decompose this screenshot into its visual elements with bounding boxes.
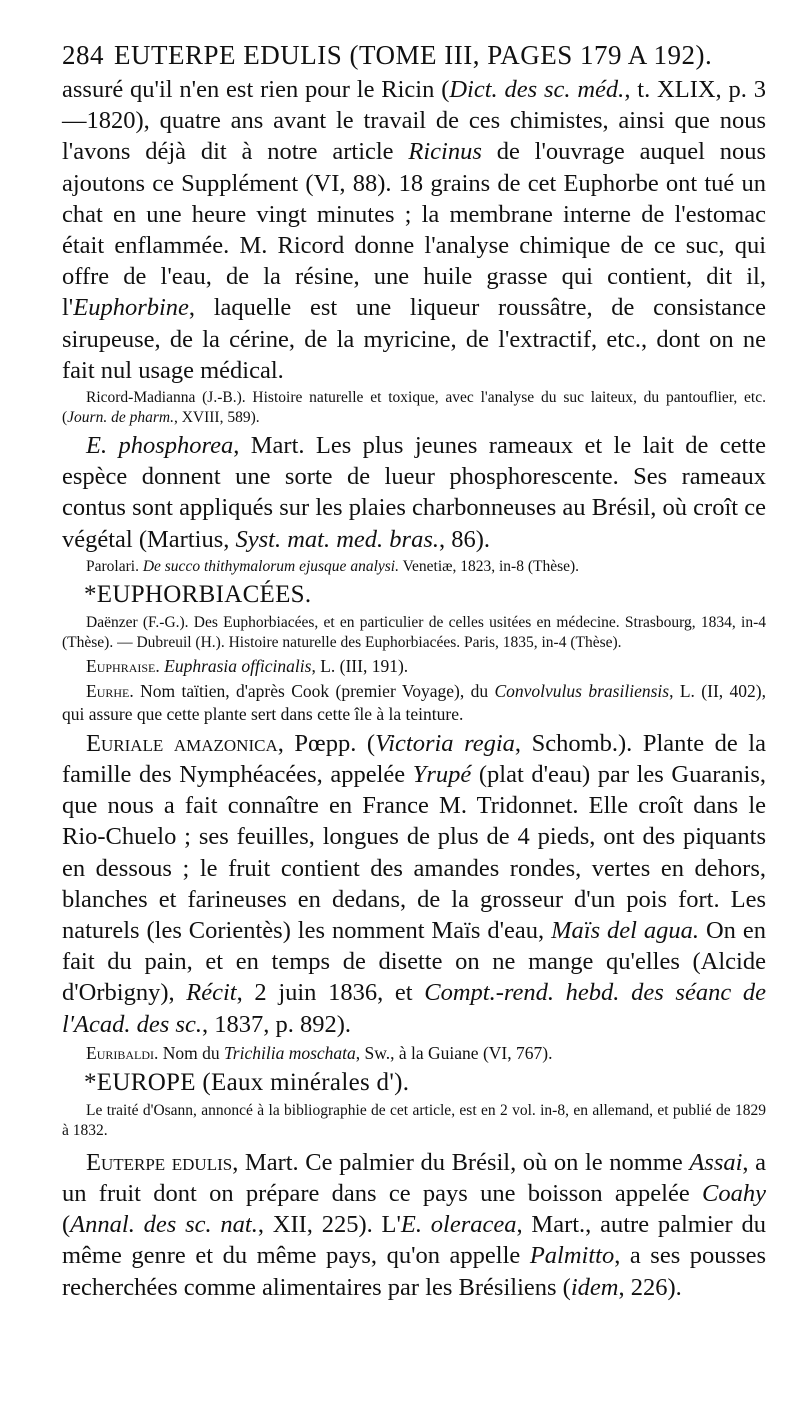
- text-run-italic: Annal. des sc. nat.: [70, 1211, 258, 1239]
- reference-ricord: [62, 388, 766, 428]
- text-run: assuré qu'il n'en est rien pour le Ricin (: [62, 76, 450, 103]
- section-heading-euphorbiacees: *EUPHORBIACÉES.: [84, 580, 312, 608]
- paragraph-phosphorea: [62, 430, 766, 555]
- text-run: , a ses pousses recherchées comme alimentaires par les Brésiliens (: [62, 1242, 767, 1301]
- text-run: , L. (III, 191).: [311, 655, 409, 676]
- text-run: , L. (II, 402), qui assure que cette plante sert dans cette île à la teinture.: [62, 680, 766, 724]
- text-run-italic: Syst. mat. med. bras.: [235, 525, 439, 553]
- text-run: , a un fruit dont on prépare dans ce pays une boisson appelée: [62, 1148, 766, 1208]
- entry-euriale: [62, 728, 766, 1040]
- text-run-italic: Euphrasia officinalis: [164, 655, 312, 676]
- entry-euribaldi: [62, 1042, 766, 1065]
- entry-euterpe: [62, 1147, 766, 1303]
- text-run: , Schomb.). Plante de la famille des Nymphéacées, appelée: [62, 729, 766, 789]
- entry-euphraise: [62, 655, 766, 678]
- text-run-italic: Récit: [186, 979, 237, 1007]
- entry-headword: Euribaldi.: [86, 1042, 159, 1063]
- text-run: , 1837, p. 892).: [201, 1010, 352, 1038]
- text-run: , XII, 225). L': [257, 1211, 401, 1239]
- entry-headword: Eurhe.: [86, 680, 134, 701]
- text-run-italic: Trichilia moschata: [224, 1042, 356, 1063]
- text-run: , Pœpp. (: [277, 729, 376, 757]
- text-run-italic: Victoria regia: [375, 729, 515, 757]
- entry-headword: Euriale amazonica: [86, 729, 278, 757]
- reference-parolari: [62, 557, 766, 577]
- text-run: Venetiæ, 1823, in-8 (Thèse).: [398, 557, 580, 575]
- text-run-italic: Assai: [689, 1148, 743, 1176]
- text-run: , Mart., autre palmier du même genre et du même pays, qu'on appelle: [62, 1211, 766, 1270]
- reference-osann: Le traité d'Osann, annoncé à la bibliographie de cet article, est en 2 vol. in-8, en allemand, et publié de 1829 à 1832.: [62, 1101, 766, 1139]
- text-run: On en fait du pain, et en temps de disette on ne mange qu'elles (Alcide d'Orbigny),: [62, 917, 766, 1007]
- text-run-italic: De succo thithymalorum ejusque analysi.: [142, 557, 399, 575]
- text-run-italic: Journ. de pharm.: [67, 409, 174, 427]
- paragraph-ricin: [62, 74, 766, 386]
- running-title: EUTERPE EDULIS (TOME III, PAGES 179 A 192).: [114, 40, 713, 70]
- entry-eurhe: [62, 680, 766, 726]
- text-run: Parolari.: [86, 557, 143, 575]
- text-run: , XVIII, 589).: [173, 409, 260, 427]
- text-run-italic: E. phosphorea: [86, 432, 234, 460]
- text-run-italic: E. oleracea: [400, 1211, 517, 1239]
- text-run: Ricord-Madianna (J.-B.). Histoire naturelle et toxique, avec l'analyse du suc laiteux, du pantouflier, etc. (: [62, 389, 766, 427]
- text-run: Nom du: [158, 1042, 225, 1063]
- text-run: , 2 juin 1836, et: [236, 979, 425, 1007]
- text-run: , 86).: [438, 525, 491, 553]
- text-run: , Sw., à la Guiane (VI, 767).: [355, 1042, 553, 1063]
- section-heading-europe: *EUROPE (Eaux minérales d').: [84, 1068, 410, 1096]
- reference-daenzer: Daënzer (F.-G.). Des Euphorbiacées, et en particulier de celles usitées en médecine. Strasbourg, 1834, in-4 (Thèse). — Dubreuil (H.). Histoire naturelle des Euphorbiacées. Paris, 1835, in-4 (Thèse).: [62, 613, 766, 651]
- text-run: , 226).: [618, 1273, 682, 1301]
- text-run-italic: idem: [570, 1273, 619, 1301]
- running-head: [62, 38, 766, 72]
- text-run-italic: Yrupé: [412, 761, 472, 789]
- text-run-italic: Dict. des sc. méd.: [449, 76, 625, 103]
- text-run: Nom taïtien, d'après Cook (premier Voyage), du: [133, 680, 495, 701]
- text-run-italic: Ricinus: [408, 138, 482, 166]
- text-run-italic: Maïs del agua.: [551, 917, 700, 945]
- page-number: 284: [62, 40, 104, 70]
- entry-headword: Euterpe edulis: [86, 1148, 233, 1176]
- text-run: , laquelle est une liqueur roussâtre, de consistance sirupeuse, de la cérine, de la myricine, de l'extractif, etc., dont on ne fait nul usage médical.: [62, 294, 766, 384]
- text-run-italic: Compt.-rend. hebd. des séanc de l'Acad. des sc.: [62, 979, 766, 1038]
- text-run-italic: Palmitto: [529, 1242, 615, 1270]
- text-run: (: [62, 1211, 71, 1239]
- text-run-italic: Euphorbine: [73, 294, 189, 322]
- text-run-italic: Coahy: [702, 1180, 766, 1208]
- text-run-italic: Convolvulus brasiliensis: [494, 680, 670, 701]
- text-run: , t. XLIX, p. 3—1820), quatre ans avant le travail de ces chimistes, ainsi que nous l'avons déjà dit à notre article: [62, 76, 766, 166]
- document-page: [62, 38, 766, 1303]
- text-run: de l'ouvrage auquel nous ajoutons ce Supplément (VI, 88). 18 grains de cet Euphorbe ont tué un chat en une heure vingt minutes ; la membrane interne de l'estomac était enflammée. M. Ricord donne l'analyse chimique de ce suc, qui offre de l'eau, de la résine, une huile grasse qui contient, dit il, l': [62, 138, 767, 322]
- text-run: , Mart. Ce palmier du Brésil, où on le nomme: [232, 1148, 690, 1176]
- entry-headword: Euphraise.: [86, 655, 160, 676]
- text-run: , Mart. Les plus jeunes rameaux et le lait de cette espèce donnent une sorte de lueur phosphorescente. Ses rameaux contus sont appliqués sur les plaies charbonneuses au Brésil, où croît ce végétal (Martius,: [62, 432, 766, 553]
- text-run: (plat d'eau) par les Guaranis, que nous a fait connaître en France M. Tridonnet. Elle croît dans le Rio-Chuelo ; ses feuilles, longues de plus de 4 pieds, ont des piquants en dessous ; le fruit contient des amandes rondes, vertes en dehors, blanches et farineuses en dedans, de la grosseur d'un pois fort. Les naturels (les Corientès) les nomment Maïs d'eau,: [62, 761, 766, 945]
